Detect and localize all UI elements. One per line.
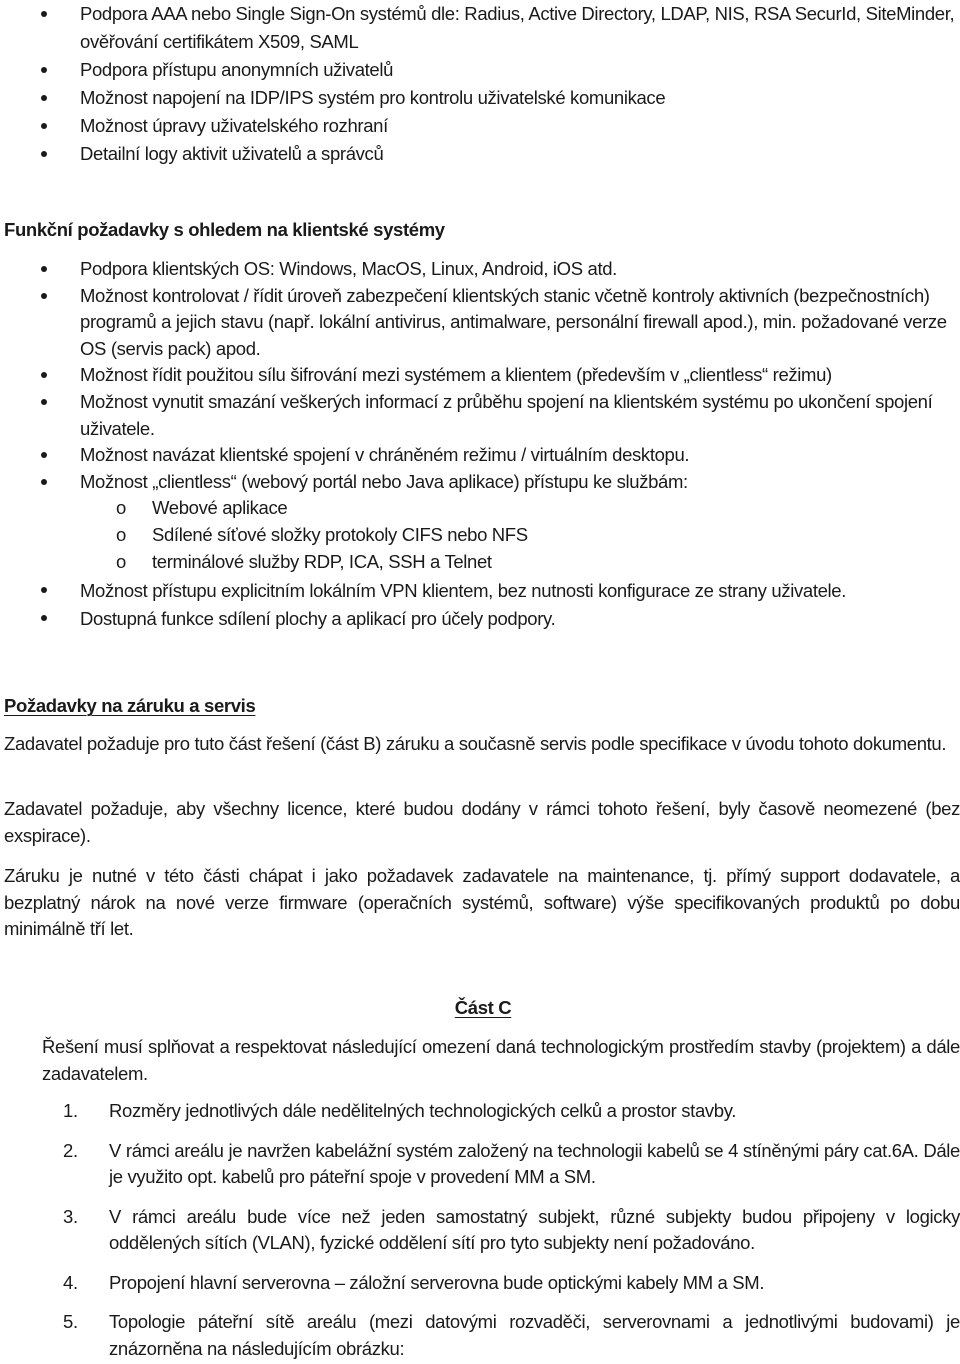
list-item: Podpora klientských OS: Windows, MacOS, Linux, Android, iOS atd. xyxy=(0,256,960,283)
part-c-list-block xyxy=(0,1098,960,1362)
numbered-list xyxy=(0,1098,960,1362)
list-item: Možnost přístupu explicitním lokálním VPN klientem, bez nutnosti konfigurace ze strany uživatele. xyxy=(0,577,960,605)
sub-bullet-marker: o xyxy=(116,523,126,545)
paragraph: Zadavatel požaduje, aby všechny licence, které budou dodány v rámci tohoto řešení, byly časově neomezené (bez exspirace). xyxy=(4,798,960,846)
sub-item-text: terminálové služby RDP, ICA, SSH a Telnet xyxy=(152,550,492,572)
paragraph: Zadavatel požaduje pro tuto část řešení (část B) záruku a současně servis podle specifikace v úvodu tohoto dokumentu. xyxy=(4,733,947,754)
list-item: Podpora přístupu anonymních uživatelů xyxy=(0,56,960,84)
item-text: V rámci areálu je navržen kabelážní systém založený na technologii kabelů se 4 stíněnými páry cat.6A. Dále je využito opt. kabelů pro páteřní spoje v provedení MM a SM. xyxy=(109,1139,960,1187)
sub-item-text: Sdílené síťové složky protokoly CIFS nebo NFS xyxy=(152,523,528,545)
bullet-list xyxy=(0,577,960,633)
item-text: Rozměry jednotlivých dále nedělitelných technologických celků a prostor stavby. xyxy=(109,1100,737,1121)
bullet-list xyxy=(0,0,960,168)
numbered-item xyxy=(0,1098,960,1125)
top-list-block xyxy=(0,0,960,168)
sub-list-item xyxy=(76,495,960,522)
list-item: Podpora AAA nebo Single Sign-On systémů dle: Radius, Active Directory, LDAP, NIS, RSA SecurId, SiteMinder, ověřování certifikátem X509, SAML xyxy=(0,0,960,56)
item-text: V rámci areálu bude více než jeden samostatný subjekt, různé subjekty budou připojeny v logicky oddělených sítích (VLAN), fyzické oddělení sítí pro tyto subjekty není požadováno. xyxy=(109,1205,960,1253)
list-item: Možnost vynutit smazání veškerých informací z průběhu spojení na klientském systému po ukončení spojení uživatele. xyxy=(0,389,960,442)
bullet-list xyxy=(0,256,960,495)
list-item: Detailní logy aktivit uživatelů a správců xyxy=(0,140,960,168)
item-number: 3. xyxy=(63,1205,78,1227)
list-item: Možnost navázat klientské spojení v chráněném režimu / virtuálním desktopu. xyxy=(0,442,960,469)
list-item: Možnost řídit použitou sílu šifrování mezi systémem a klientem (především v „clientless“ režimu) xyxy=(0,362,960,389)
sub-list-item xyxy=(76,522,960,549)
item-number: 2. xyxy=(63,1139,78,1161)
item-number: 1. xyxy=(63,1100,78,1121)
numbered-item xyxy=(0,1204,960,1257)
sub-bullet-marker: o xyxy=(116,497,126,519)
sub-list xyxy=(76,495,960,575)
list-item: Dostupná funkce sdílení plochy a aplikací pro účely podpory. xyxy=(0,605,960,633)
section-heading-warranty: Požadavky na záruku a servis xyxy=(4,695,256,716)
paragraph: Záruku je nutné v této části chápat i jako požadavek zadavatele na maintenance, tj. přímý support dodavatele, a bezplatný nárok na nové verze firmware (operačních systémů, software) výše specifikovaných produktů po dobu minimálně tří let. xyxy=(4,865,960,939)
part-c-title-text: Část C xyxy=(454,997,512,1018)
item-number: 5. xyxy=(63,1311,78,1332)
item-text: Topologie páteřní sítě areálu (mezi datovými rozvaděči, serverovnami a jednotlivými budovami) je znázorněna na následujícím obrázku: xyxy=(109,1311,960,1359)
list-item: Možnost napojení na IDP/IPS systém pro kontrolu uživatelské komunikace xyxy=(0,84,960,112)
list-item: Možnost úpravy uživatelského rozhraní xyxy=(0,112,960,140)
sub-list-item xyxy=(76,549,960,576)
item-number: 4. xyxy=(63,1271,78,1293)
paragraph: Řešení musí splňovat a respektovat následující omezení daná technologickým prostředím stavby (projektem) a dále zadavatelem. xyxy=(42,1036,960,1084)
numbered-item xyxy=(0,1138,960,1191)
sub-bullet-marker: o xyxy=(116,550,126,572)
item-text: Propojení hlavní serverovna – záložní serverovna bude optickými kabely MM a SM. xyxy=(109,1271,765,1293)
client-list-block xyxy=(0,256,960,633)
sub-item-text: Webové aplikace xyxy=(152,497,288,519)
list-item: Možnost „clientless“ (webový portál nebo Java aplikace) přístupu ke službám: xyxy=(0,469,960,496)
list-item: Možnost kontrolovat / řídit úroveň zabezpečení klientských stanic včetně kontroly aktivních (bezpečnostních) programů a jejich stavu (např. lokální antivirus, antimalware, personální firewall apod.), min. požadované verze OS (servis pack) apod. xyxy=(0,283,960,363)
part-c-title xyxy=(0,994,960,1022)
section-heading-client: Funkční požadavky s ohledem na klientské systémy xyxy=(4,219,445,240)
numbered-item xyxy=(0,1309,960,1362)
numbered-item xyxy=(0,1270,960,1297)
